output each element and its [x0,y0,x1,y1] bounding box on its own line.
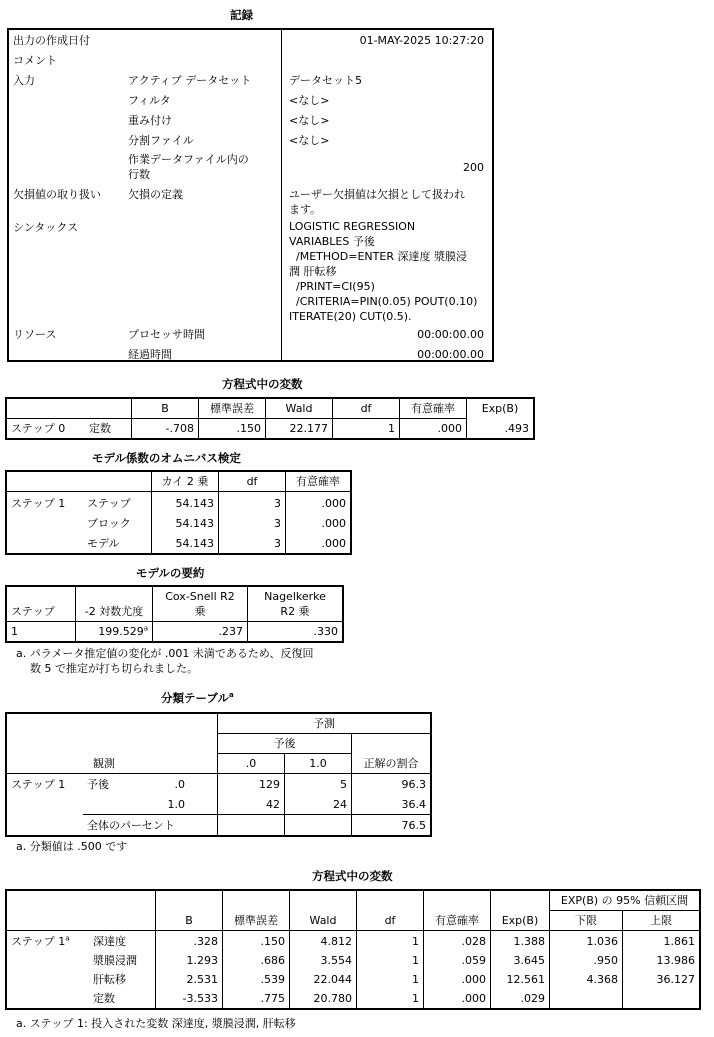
summary-table [5,585,344,643]
col-header: 有意確率 [400,398,467,419]
cell [76,622,153,643]
row-name: ブロック [87,517,131,530]
row-level: 1.0 [167,798,185,811]
row-step: ステップ 0 [11,422,66,435]
row-name: 漿膜浸潤 [93,954,137,967]
col-header: Wald [266,398,333,419]
cell: 36.4 [352,794,432,815]
cell: 22.044 [290,970,357,989]
col-header: カイ 2 乗 [152,471,219,492]
row-name: ステップ [87,497,131,510]
header-line: R2 乗 [280,605,310,618]
log-sublabel: 欠損の定義 [128,188,183,201]
syntax-line: /PRINT=CI(95) [289,280,375,293]
cell: .000 [286,533,352,554]
syntax-line: 潤 肝転移 [289,265,337,278]
cell [623,989,701,1009]
row-step: 1 [11,625,18,638]
row-var: 予後 [87,778,109,791]
col-header: 下限 [550,911,623,931]
cell: .000 [400,419,467,440]
cell: .150 [199,419,266,440]
log-label: コメント [13,54,57,67]
cell: 3 [219,492,286,514]
cell: 13.986 [623,951,701,970]
log-value: <なし> [289,94,330,107]
cell: .000 [424,989,491,1009]
col-header: 観測 [6,713,218,774]
cell: .539 [223,970,290,989]
cell: .328 [156,931,223,952]
col-header: ステップ [6,586,76,622]
col-header [248,586,344,622]
col-header: 予測 [218,713,432,734]
log-label: 出力の作成日付 [13,34,90,47]
cell: 1 [357,931,424,952]
eq1-footnote: a. ステップ 1: 投入された変数 深達度, 漿膜浸潤, 肝転移 [16,1017,296,1030]
cell: 22.177 [266,419,333,440]
col-header: EXP(B) の 95% 信頼区間 [550,890,701,911]
log-value: 00:00:00.00 [417,328,484,341]
cell: 1.388 [491,931,550,952]
cell: 76.5 [352,815,432,837]
cell: 1.861 [623,931,701,952]
cell: 4.368 [550,970,623,989]
log-label: リソース [13,328,57,341]
col-header: .0 [218,754,285,774]
log-value: 01-MAY-2025 10:27:20 [359,34,484,47]
header-line: 乗 [194,605,206,618]
eq0-title: 方程式中の変数 [222,377,303,391]
col-header: B [156,890,223,931]
cell: .059 [424,951,491,970]
row-step: ステップ 1 [11,497,66,510]
col-header: Exp(B) [467,398,535,419]
cell: 54.143 [152,492,219,514]
log-value: ます。 [289,203,322,216]
log-sublabel: 分割ファイル [128,134,194,147]
log-label: シンタックス [13,221,79,234]
col-header: 正解の割合 [352,734,432,774]
cell: 3.645 [491,951,550,970]
cell: 1 [357,970,424,989]
cell: 36.127 [623,970,701,989]
cell: -.708 [132,419,199,440]
col-header: df [219,471,286,492]
col-header: 標準誤差 [199,398,266,419]
cell: 1.293 [156,951,223,970]
col-header: Wald [290,890,357,931]
omnibus-table [5,470,352,555]
cell: 42 [218,794,285,815]
row-name: 定数 [93,992,115,1005]
cell [550,989,623,1009]
step-text: ステップ 1 [11,935,66,948]
cell: .950 [550,951,623,970]
col-header [153,586,248,622]
title-text: 分類テーブル [161,691,229,705]
cell: .330 [248,622,344,643]
cell: 3 [219,533,286,554]
col-header: 上限 [623,911,701,931]
log-table [7,28,494,362]
cell: 4.812 [290,931,357,952]
log-value: ユーザー欠損値は欠損として扱われ [289,188,465,201]
cell: 5 [285,774,352,795]
log-sublabel: プロセッサ時間 [128,328,205,341]
classif-title [161,690,234,706]
log-value: 00:00:00.00 [417,348,484,361]
syntax-line: ITERATE(20) CUT(0.5). [289,310,412,323]
row-name: 深達度 [93,935,126,948]
col-header: 有意確率 [424,890,491,931]
cell: .000 [286,492,352,514]
col-header: df [357,890,424,931]
log-value: <なし> [289,134,330,147]
cell: 12.561 [491,970,550,989]
cell: .000 [286,513,352,533]
cell-value: 199.529 [98,625,144,638]
syntax-line: VARIABLES 予後 [289,235,375,248]
col-header: 標準誤差 [223,890,290,931]
row-level: .0 [174,778,185,791]
eq0-table [5,397,535,440]
cell: 3 [219,513,286,533]
footnote-marker: a [65,934,70,943]
col-header: 予後 [218,734,352,754]
col-header: 有意確率 [286,471,352,492]
cell: .493 [467,419,535,440]
summary-footnote: a. パラメータ推定値の変化が .001 未満であるため、反復回 [16,647,314,660]
syntax-line: /CRITERIA=PIN(0.05) POUT(0.10) [289,295,478,308]
cell: 1 [333,419,400,440]
row-name: 肝転移 [93,973,126,986]
log-sublabel: 行数 [128,168,150,181]
cell: .000 [424,970,491,989]
cell: 54.143 [152,513,219,533]
summary-title: モデルの要約 [136,566,205,580]
footnote-marker: a [143,624,148,633]
row-step: ステップ 1 [11,778,66,791]
classif-footnote: a. 分類値は .500 です [16,840,128,853]
row-name: 定数 [89,422,111,435]
col-header: B [132,398,199,419]
cell: .028 [424,931,491,952]
cell: 20.780 [290,989,357,1009]
row-step [6,931,89,952]
log-title: 記録 [230,8,253,22]
header-line: Cox-Snell R2 [165,590,235,603]
cell: .775 [223,989,290,1009]
log-label: 欠損値の取り扱い [13,188,101,201]
eq1-title: 方程式中の変数 [312,869,393,883]
col-header: Exp(B) [491,890,550,931]
cell: 24 [285,794,352,815]
cell: .237 [153,622,248,643]
syntax-line: /METHOD=ENTER 深達度 漿膜浸 [289,250,467,263]
footnote-marker: a [228,691,234,700]
cell: .686 [223,951,290,970]
syntax-line: LOGISTIC REGRESSION [289,220,416,233]
log-sublabel: アクティブ データセット [128,74,252,87]
col-header: 1.0 [285,754,352,774]
log-sublabel: 重み付け [128,114,172,127]
cell: 1 [357,989,424,1009]
cell: .150 [223,931,290,952]
log-value: <なし> [289,114,330,127]
cell: 2.531 [156,970,223,989]
header-line: Nagelkerke [264,590,326,603]
omnibus-title: モデル係数のオムニバス検定 [92,451,241,465]
log-label: 入力 [13,74,35,87]
col-header: df [333,398,400,419]
log-sublabel: フィルタ [128,94,171,107]
col-header: -2 対数尤度 [76,586,153,622]
cell: -3.533 [156,989,223,1009]
cell: 3.554 [290,951,357,970]
cell: .029 [491,989,550,1009]
eq1-table [5,889,701,1010]
log-value: 200 [463,161,484,174]
row-name: 全体のパーセント [83,815,218,837]
log-value: データセット5 [289,74,362,87]
row-name: モデル [87,537,120,550]
cell: 129 [218,774,285,795]
log-sublabel: 経過時間 [128,348,172,361]
log-sublabel: 作業データファイル内の [128,153,249,166]
classif-table [5,712,432,837]
summary-footnote: 数 5 で推定が打ち切られました。 [30,662,198,675]
cell: 54.143 [152,533,219,554]
cell: 1.036 [550,931,623,952]
cell: 1 [357,951,424,970]
cell: 96.3 [352,774,432,795]
